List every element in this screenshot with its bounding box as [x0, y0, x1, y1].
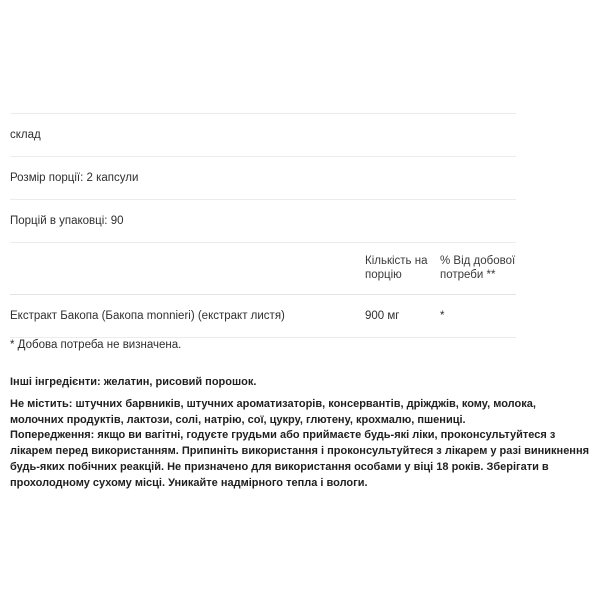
table-header-row — [10, 243, 516, 294]
serving-size-row: Розмір порції: 2 капсули — [10, 172, 139, 184]
column-header-name — [10, 254, 365, 255]
other-ingredients-text: Інші інгредієнти: желатин, рисовий порошок. — [10, 376, 257, 388]
supplement-facts-table — [10, 113, 516, 338]
servings-per-container-row: Порцій в упаковці: 90 — [10, 215, 124, 227]
ingredient-amount: 900 мг — [365, 310, 400, 322]
ingredient-daily-value: * — [440, 310, 445, 322]
column-header-percent-daily-value: % Від добової потреби ** — [440, 255, 516, 281]
daily-value-footnote: * Добова потреба не визначена. — [10, 339, 182, 351]
column-header-amount-per-serving: Кількість на порцію — [365, 255, 428, 281]
supplement-facts-title: склад — [10, 129, 41, 141]
table-row — [10, 295, 516, 337]
ingredient-name: Екстракт Бакопа (Бакопа monnieri) (екстракт листя) — [10, 310, 285, 322]
warning-text: Попередження: якщо ви вагітні, годуєте грудьми або приймаєте будь-які ліки, проконсультуйтеся з лікарем перед використанням. Припиніть використання і проконсультуйтеся з лікарем у разі виникнення будь-яких побічних реакцій. Не призначено для використання особами у віці 18 років. Зберігати в прохолодному сухому місці. Уникайте надмірного тепла і вологи. — [10, 429, 590, 489]
free-from-text: Не містить: штучних барвників, штучних ароматизаторів, консервантів, дріжджів, кому, молока, молочних продуктів, лактози, солі, натрію, сої, цукру, глютену, крохмалю, пшениці. — [10, 398, 536, 426]
